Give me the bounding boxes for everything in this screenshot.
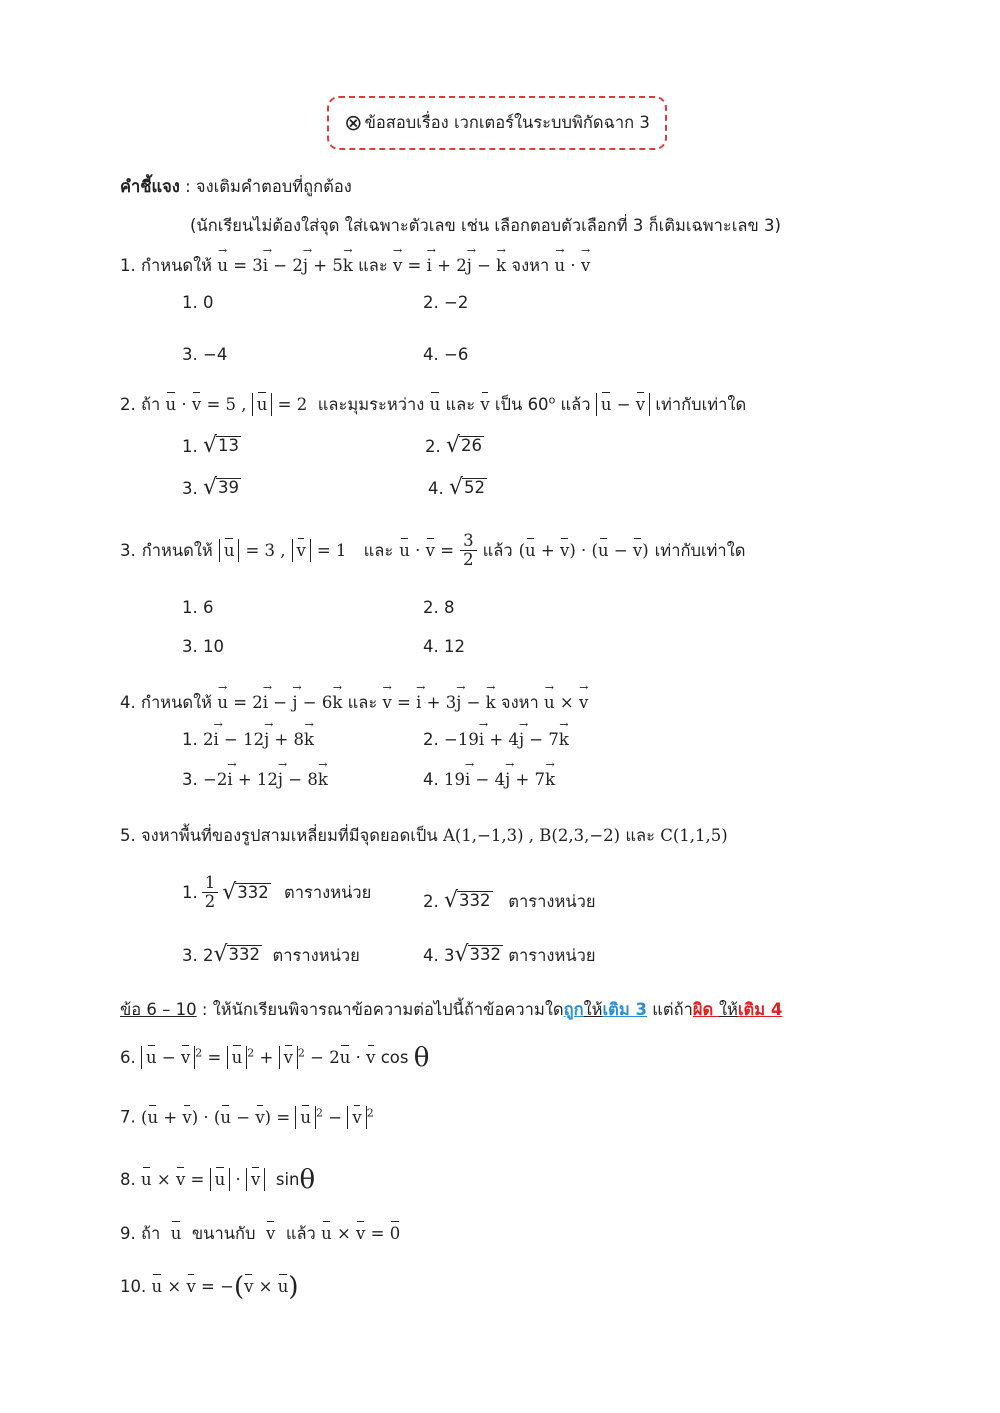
q4-option-1[interactable]: 1. 2→ i − 12→ j + 8→ k xyxy=(182,730,314,749)
question-2: 2. ถ้า u · v = 5 , u = 2 และมุมระหว่าง u และ v เป็น 60$^o$ แล้ว u − v เท่ากับเท่าใด xyxy=(120,393,747,414)
q2-option-4[interactable]: 4. √ 52 xyxy=(428,475,486,500)
title-box xyxy=(327,96,667,150)
q4-option-2[interactable]: 2. −19→ i + 4→ j − 7→ k xyxy=(423,730,569,749)
question-5: 5. จงหาพื้นที่ของรูปสามเหลี่ยมที่มีจุดยอดเป็น A(1,−1,3) , B(2,3,−2) และ C(1,1,5) xyxy=(120,826,728,845)
instructions-label: คำชี้แจง xyxy=(120,177,180,196)
question-4: 4. กำหนดให้ → u = 2→ i − → j − 6→ k และ → v = → i + 3→ j − → k จงหา → u × → v xyxy=(120,690,588,716)
q2-option-3[interactable]: 3. √ 39 xyxy=(182,475,240,500)
q1-option-1[interactable]: 1. 0 xyxy=(182,293,214,312)
instructions-text: : จงเติมคำตอบที่ถูกต้อง xyxy=(179,177,352,196)
statement-9: 9. ถ้า u ขนานกับ v แล้ว u × v = 0 xyxy=(120,1224,401,1243)
q2-option-2[interactable]: 2. √ 26 xyxy=(425,433,483,458)
q4-option-3[interactable]: 3. −2→ i + 12→ j − 8→ k xyxy=(182,770,328,789)
q4-option-4[interactable]: 4. 19→ i − 4→ j + 7→ k xyxy=(423,770,555,789)
page-title: ข้อสอบเรื่อง เวกเตอร์ในระบบพิกัดฉาก 3 xyxy=(364,113,650,132)
question-1: 1. กำหนดให้ → u = 3→ i − 2→ j + 5→ k และ → v = → i + 2→ j − → k จงหา → u · → v xyxy=(120,253,590,279)
section-header: ข้อ 6 – 10 : ให้นักเรียนพิจารณาข้อความต่อไปนี้ถ้าข้อความใดถูกให้เติม 3 แต่ถ้าผิด ให้เติม 4 xyxy=(120,1000,783,1019)
instructions-note: (นักเรียนไม่ต้องใส่จุด ใส่เฉพาะตัวเลข เช่น เลือกตอบตัวเลือกที่ 3 ก็เติมเฉพาะเลข 3) xyxy=(190,216,781,235)
q5-option-3[interactable]: 3. 2 √ 332 ตารางหน่วย xyxy=(182,942,360,967)
q1-option-3[interactable]: 3. −4 xyxy=(182,345,228,364)
q2-option-1[interactable]: 1. √ 13 xyxy=(182,433,240,458)
q3-option-4[interactable]: 4. 12 xyxy=(423,637,465,656)
q3-option-3[interactable]: 3. 10 xyxy=(182,637,224,656)
q1-option-2[interactable]: 2. −2 xyxy=(423,293,469,312)
statement-10: 10. u × v = −(v × u) xyxy=(120,1272,299,1302)
q5-option-4[interactable]: 4. 3 √ 332 ตารางหน่วย xyxy=(423,942,596,967)
statement-8: 8. u × v = u · v sinθ xyxy=(120,1165,316,1195)
instructions xyxy=(120,174,352,200)
q3-option-2[interactable]: 2. 8 xyxy=(423,598,455,617)
statement-6: 6. u − v $^2$ = u $^2$ + v $^2$ − 2u · v cos θ xyxy=(120,1043,430,1073)
q1-option-4[interactable]: 4. −6 xyxy=(423,345,469,364)
q3-option-1[interactable]: 1. 6 xyxy=(182,598,214,617)
q5-option-2[interactable]: 2. √ 332 ตารางหน่วย xyxy=(423,888,596,913)
q5-option-1[interactable]: 1. $\frac{1}{2}$ √ 332 ตารางหน่วย xyxy=(182,873,372,911)
statement-7: 7. (u + v) · (u − v) = u $^2$ − v $^2$ xyxy=(120,1106,374,1127)
cross-circle-icon: ⊗ xyxy=(344,110,363,136)
question-3: 3. กำหนดให้ u = 3 , v = 1 และ u · v = $\frac{3}{2}$ แล้ว (u + v) · (u − v) เท่ากับเท่าใด xyxy=(120,531,746,569)
